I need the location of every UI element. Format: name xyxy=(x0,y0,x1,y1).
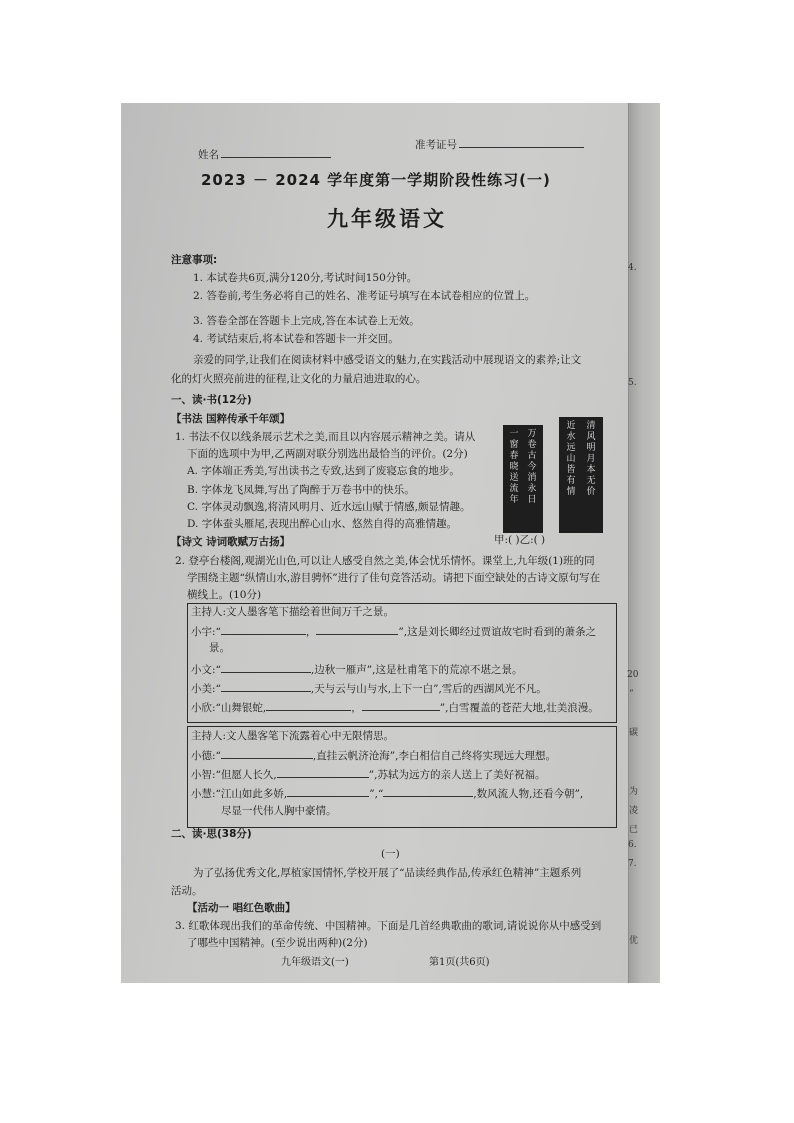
fill-blank xyxy=(221,624,306,635)
exam-id-field xyxy=(415,137,584,153)
name-blank xyxy=(221,147,331,158)
intro-text: 化的灯火照亮前进的征程,让文化的力量启迪进取的心。 xyxy=(171,373,427,385)
couplet-yi-line: 近水远山皆有情 xyxy=(566,421,576,497)
q1-option-c: C. 字体灵动飘逸,将清风明月、近水远山赋于情感,颇显情趣。 xyxy=(187,501,471,513)
box2-xiaode xyxy=(191,748,556,764)
box2-xiaozhi xyxy=(191,767,545,783)
part-label: (一) xyxy=(381,848,400,860)
speaker-text: 小宇:“ xyxy=(191,626,221,638)
next-page-edge xyxy=(628,103,660,983)
exam-page xyxy=(161,103,621,983)
strip-mark: 20 xyxy=(627,670,639,680)
section1-heading: 一、读·书(12分) xyxy=(171,394,252,406)
speaker-text: ”,这是刘长卿经过贾谊故宅时看到的萧条之 xyxy=(398,626,597,638)
intro-text: 亲爱的同学,让我们在阅读材料中感受语文的魅力,在实践活动中展现语文的素养;让文 xyxy=(193,354,582,366)
scanned-exam-photo xyxy=(121,103,660,983)
couplet-jia-line: 一窗春晓送流年 xyxy=(509,429,519,505)
box2-xiaohui xyxy=(191,786,583,802)
speaker-text: ,数风流人物,还看今朝”, xyxy=(473,788,584,800)
exam-id-label: 准考证号 xyxy=(415,139,457,151)
strip-mark: 7. xyxy=(628,859,637,869)
box2-host: 主持人:文人墨客笔下流露着心中无限情思。 xyxy=(191,730,395,742)
couplet-yi-line: 清风明月本无价 xyxy=(586,421,596,497)
q1-stem: 1. 书法不仅以线条展示艺术之美,而且以内容展示精神之美。请从 xyxy=(175,431,476,443)
name-label: 姓名 xyxy=(198,149,219,161)
strip-mark: 凌 xyxy=(629,806,639,816)
speaker-text: ”,白雪覆盖的苍茫大地,壮美浪漫。 xyxy=(439,702,599,714)
speaker-text: ,天与云与山与水,上下一白”,雪后的西湖风光不凡。 xyxy=(310,683,547,695)
fill-blank xyxy=(362,700,440,711)
name-field xyxy=(198,147,331,163)
strip-mark: 已 xyxy=(629,825,639,835)
page-number: 第1页(共6页) xyxy=(429,957,490,968)
box2-xiaohui-cont: 尽显一代伟人胸中豪情。 xyxy=(221,805,337,817)
q1-option-a: A. 字体端正秀美,写出读书之专致,达到了废寝忘食的地步。 xyxy=(187,465,460,477)
box1-xiaowen xyxy=(191,662,522,678)
poetry-subheading: 【诗文 诗词歌赋万古扬】 xyxy=(171,536,291,548)
q1-stem: 下面的选项中为甲,乙两副对联分别选出最恰当的评价。(2分) xyxy=(187,448,468,460)
fill-blank xyxy=(316,624,398,635)
couplet-jia-line: 万卷古今消永日 xyxy=(527,429,537,505)
q3-stem: 3. 红歌体现出我们的革命传统、中国精神。下面是几首经典歌曲的歌词,请说说你从中感受到 xyxy=(175,920,602,932)
speaker-text: 小慧:“江山如此多娇, xyxy=(191,788,288,800)
exam-title: 2023 － 2024 学年度第一学期阶段性练习(一) xyxy=(201,171,551,189)
fill-blank xyxy=(266,700,351,711)
notice-item: 3. 答卷全部在答题卡上完成,答在本试卷上无效。 xyxy=(193,315,420,327)
q1-option-d: D. 字体蚕头雁尾,表现出醉心山水、悠然自得的高雅情趣。 xyxy=(187,518,458,530)
section2-intro: 活动。 xyxy=(171,885,203,897)
couplet-yi-image xyxy=(559,417,603,533)
activity-heading: 【活动一 唱红色歌曲】 xyxy=(187,902,296,914)
q2-stem: 2. 登亭台楼阁,观湖光山色,可以让人感受自然之美,体会忧乐情怀。课堂上,九年级(1)班的同 xyxy=(175,555,595,567)
strip-mark: 为 xyxy=(629,787,639,797)
notice-heading: 注意事项: xyxy=(171,254,218,266)
box1-xiaoyu-cont: 景。 xyxy=(209,642,230,654)
speaker-text: ,直挂云帆济沧海”,李白相信自己终将实现远大理想。 xyxy=(312,750,556,762)
strip-mark: 碳 xyxy=(629,728,639,738)
notice-item: 2. 答卷前,考生务必将自己的姓名、准考证号填写在本试卷相应的位置上。 xyxy=(193,290,536,302)
fill-blank xyxy=(221,681,311,692)
speaker-text: 小德:“ xyxy=(191,750,221,762)
q1-answer-label: 甲:( )乙:( ) xyxy=(494,534,546,546)
strip-mark: 6. xyxy=(628,840,637,850)
speaker-text: 小文:“ xyxy=(191,664,221,676)
subject-title: 九年级语文 xyxy=(327,207,447,231)
exam-id-blank xyxy=(459,137,584,148)
fill-blank xyxy=(287,786,369,797)
speaker-text: 小欣:“山舞银蛇, xyxy=(191,702,267,714)
q2-stem: 学围绕主题“纵情山水,游目骋怀”进行了佳句竞答活动。请把下面空缺处的古诗文原句写在 xyxy=(187,572,601,584)
strip-mark: 5. xyxy=(628,378,637,388)
box1-xiaoxin: 小欣:“山舞银蛇, ， ”,白雪覆盖的苍茫大地,壮美浪漫。 xyxy=(191,702,599,714)
fill-blank xyxy=(221,662,311,673)
notice-item: 1. 本试卷共6页,满分120分,考试时间150分钟。 xyxy=(193,272,418,284)
notice-item: 4. 考试结束后,将本试卷和答题卡一并交回。 xyxy=(193,333,399,345)
footer-subject: 九年级语文(一) xyxy=(281,957,349,968)
speaker-text: 小美:“ xyxy=(191,683,221,695)
couplet-jia-image xyxy=(503,425,543,533)
q3-stem: 了哪些中国精神。(至少说出两种)(2分) xyxy=(187,937,368,949)
speaker-text: ”,“ xyxy=(369,788,384,800)
q2-stem: 横线上。(10分) xyxy=(187,589,262,601)
section2-intro: 为了弘扬优秀文化,厚植家国情怀,学校开展了“品读经典作品,传承红色精神”主题系列 xyxy=(193,867,582,879)
strip-mark: “ xyxy=(629,689,634,699)
strip-mark: 优 xyxy=(629,936,639,946)
speaker-text: 小智:“但愿人长久, xyxy=(191,769,277,781)
fill-blank xyxy=(277,767,369,778)
fill-blank xyxy=(221,748,313,759)
fill-blank xyxy=(383,786,473,797)
q1-option-b: B. 字体龙飞凤舞,写出了陶醉于万卷书中的快乐。 xyxy=(187,484,415,496)
box1-xiaomei xyxy=(191,681,547,697)
section2-heading: 二、读·思(38分) xyxy=(171,828,252,840)
speaker-text: ”,苏轼为远方的亲人送上了美好祝福。 xyxy=(368,769,546,781)
calligraphy-subheading: 【书法 国粹传承千年颂】 xyxy=(171,413,291,425)
speaker-text: ,边秋一雁声”,这是杜甫笔下的荒凉不堪之景。 xyxy=(310,664,523,676)
box1-host: 主持人:文人墨客笔下描绘着世间万千之景。 xyxy=(191,606,395,618)
strip-mark: 4. xyxy=(628,263,637,273)
box1-xiaoyu: 小宇:“ ， ”,这是刘长卿经过贾谊故宅时看到的萧条之 xyxy=(191,626,597,638)
